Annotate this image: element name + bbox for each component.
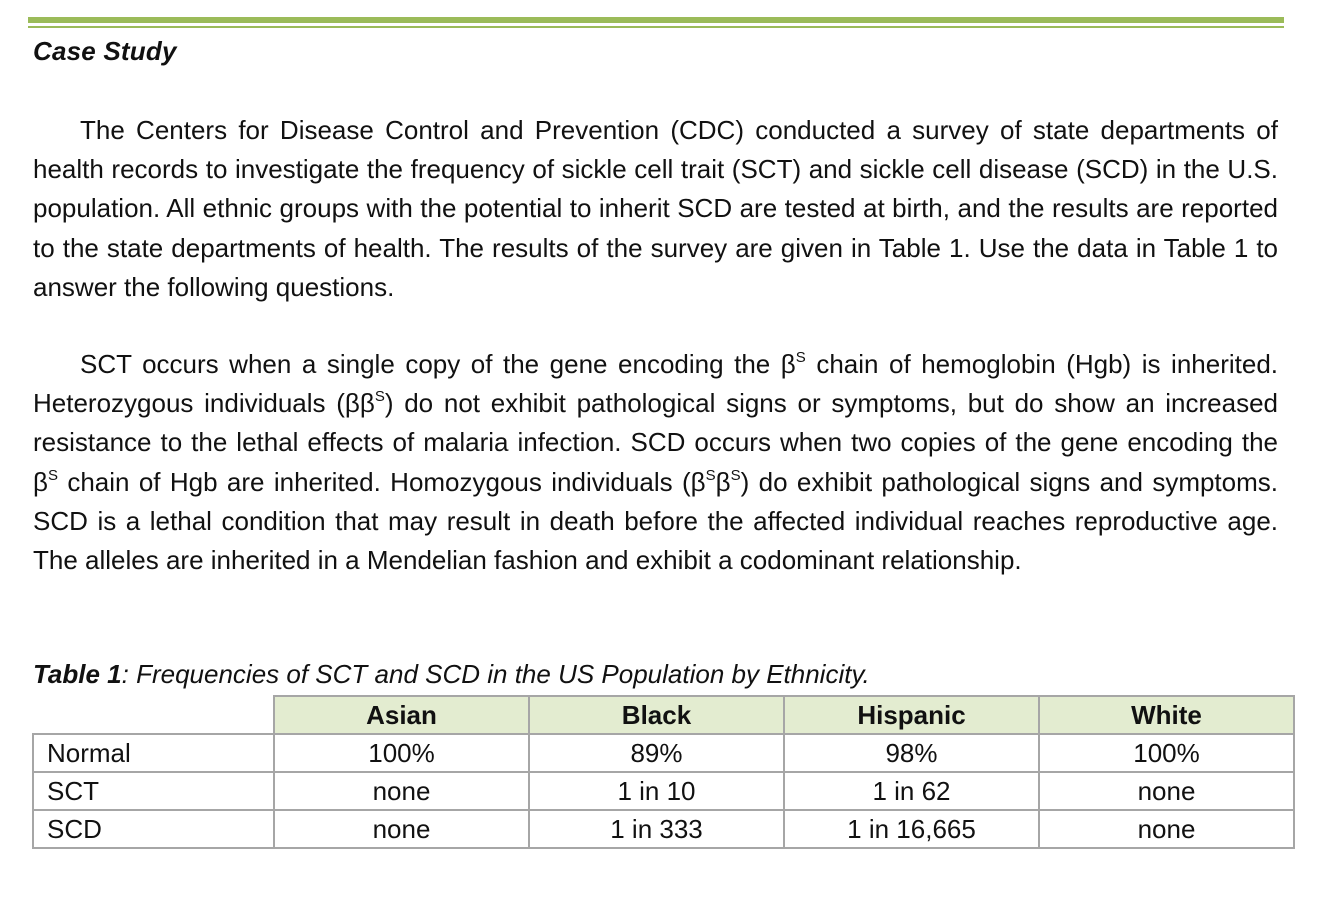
table-cell: 100% [274, 734, 529, 772]
genetics-paragraph [33, 345, 1278, 580]
column-header-black: Black [529, 696, 784, 734]
table-cell: 1 in 16,665 [784, 810, 1039, 848]
top-rule-thick [28, 17, 1284, 23]
paragraph-text: chain of hemoglobin (Hgb) is inherited. Heterozygous individuals (ββ [33, 349, 1279, 419]
superscript-s: S [730, 466, 741, 484]
frequency-table [32, 695, 1295, 849]
table-caption-text: : Frequencies of SCT and SCD in the US Population by Ethnicity. [121, 659, 870, 689]
superscript-s: S [374, 388, 385, 406]
table-cell: none [274, 810, 529, 848]
table-row [33, 772, 1294, 810]
table-cell: none [1039, 772, 1294, 810]
superscript-s: S [47, 466, 58, 484]
table-caption [33, 659, 870, 690]
table-cell: 89% [529, 734, 784, 772]
intro-paragraph: The Centers for Disease Control and Prevention (CDC) conducted a survey of state departments of health records to investigate the frequency of sickle cell trait (SCT) and sickle cell disease (SCD) in the U.S. population. All ethnic groups with the potential to inherit SCD are tested at birth, and the results are reported to the state departments of health. The results of the survey are given in Table 1. Use the data in Table 1 to answer the following questions. [33, 115, 1278, 302]
table-cell: none [274, 772, 529, 810]
table-cell: 100% [1039, 734, 1294, 772]
top-rule-thin [28, 26, 1284, 28]
table-cell: 1 in 62 [784, 772, 1039, 810]
paragraph-text: ) do exhibit pathological signs and symptoms. SCD is a lethal condition that may result in death before the affected individual reaches reproductive age. The alleles are inherited in a Mendelian fashion and exhibit a codominant relationship. [33, 466, 1278, 576]
table-corner-cell [33, 696, 274, 734]
row-label-sct: SCT [33, 772, 274, 810]
superscript-s: S [795, 349, 806, 366]
row-label-scd: SCD [33, 810, 274, 848]
table-cell: none [1039, 810, 1294, 848]
table-cell: 1 in 333 [529, 810, 784, 848]
column-header-hispanic: Hispanic [784, 696, 1039, 734]
table-caption-label: Table 1 [33, 659, 122, 689]
paragraph-text: ) do not exhibit pathological signs or symptoms, but do show an increased resistance to the lethal effects of malaria infection. SCD occurs when two copies of the gene encoding the β [33, 388, 1278, 497]
table-row [33, 810, 1294, 848]
paragraph-text: chain of Hgb are inherited. Homozygous individuals (β [57, 466, 706, 497]
table-cell: 1 in 10 [529, 772, 784, 810]
case-study-heading: Case Study [33, 36, 177, 66]
column-header-white: White [1039, 696, 1294, 734]
column-header-asian: Asian [274, 696, 529, 734]
paragraph-text: β [715, 466, 731, 497]
table-cell: 98% [784, 734, 1039, 772]
superscript-s: S [705, 466, 716, 484]
table-header-row [33, 696, 1294, 734]
table-row [33, 734, 1294, 772]
row-label-normal: Normal [33, 734, 274, 772]
paragraph-text: SCT occurs when a single copy of the gene encoding the β [80, 349, 796, 379]
